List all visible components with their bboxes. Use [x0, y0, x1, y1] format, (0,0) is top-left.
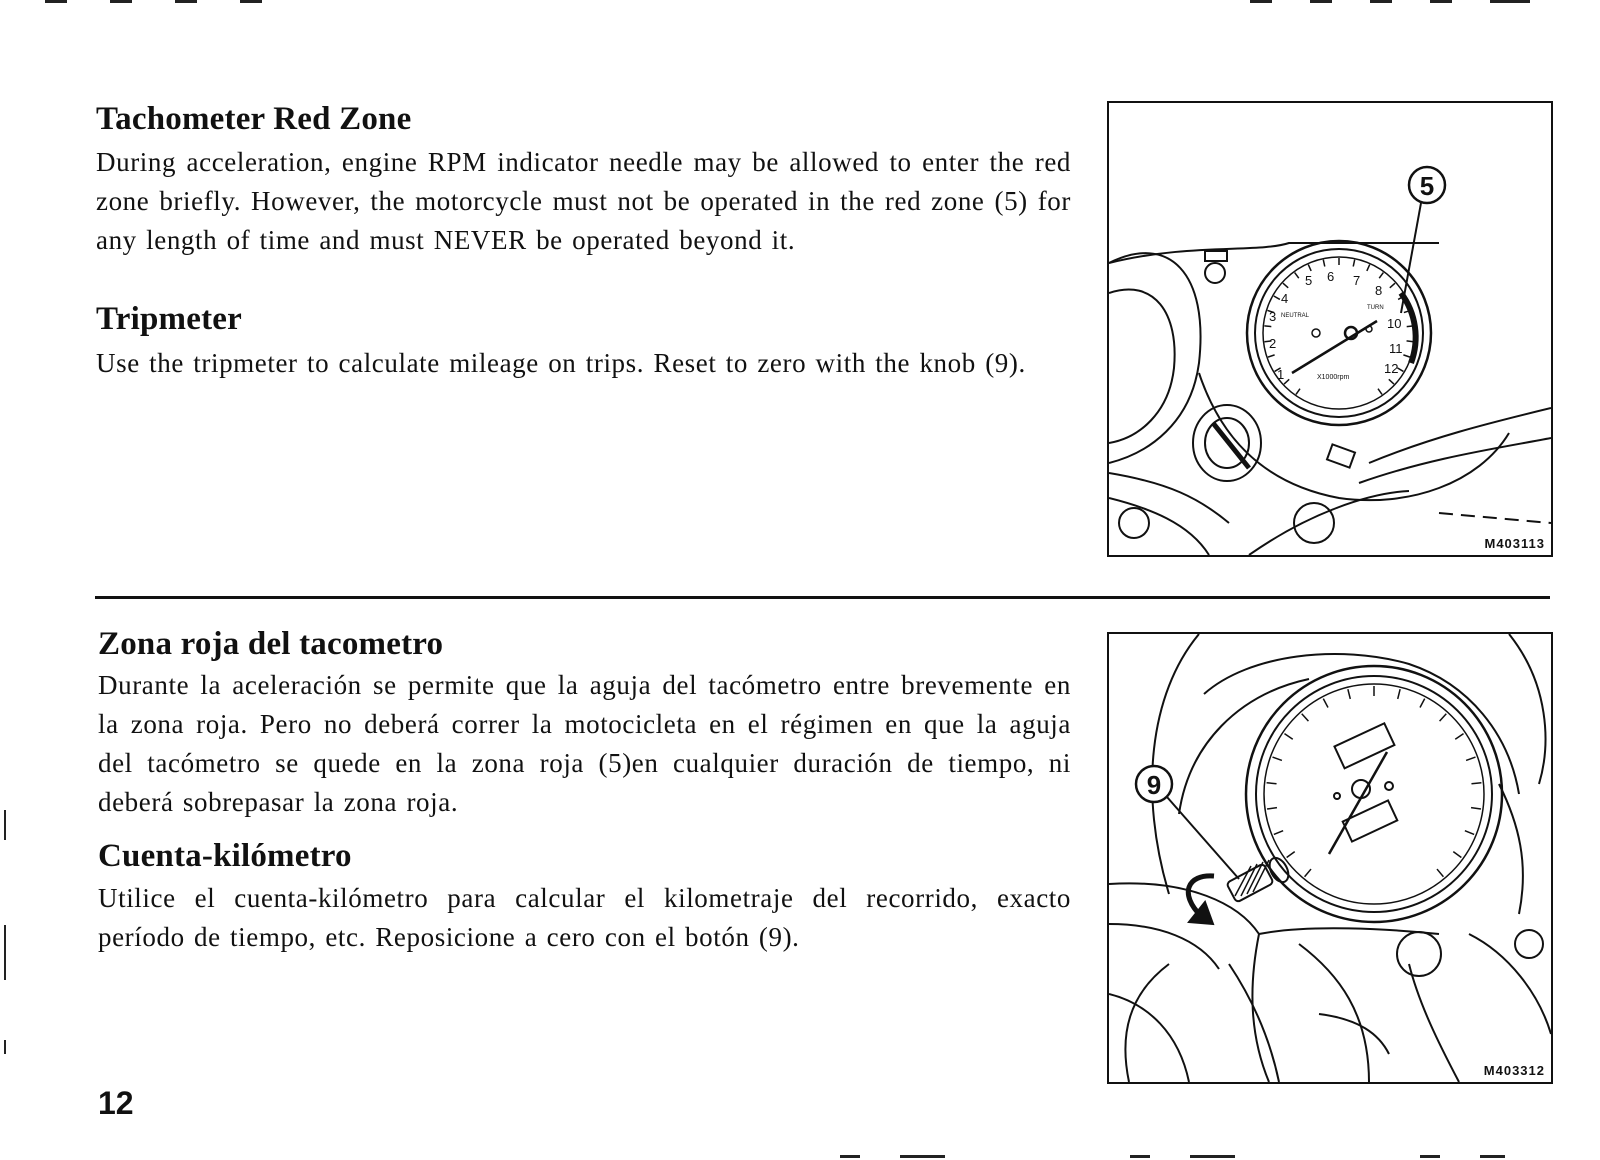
dial-number: 3 — [1269, 309, 1277, 324]
scan-mark — [840, 1155, 860, 1158]
scan-mark — [45, 0, 67, 3]
scan-mark — [1480, 1155, 1505, 1158]
paragraph-tripmeter: Use the tripmeter to calculate mileage on trips. Reset to zero with the knob (9). — [96, 348, 1026, 378]
section-divider — [95, 596, 1550, 599]
dial-tick — [1296, 389, 1300, 395]
dial-number: 4 — [1281, 291, 1289, 306]
dial-number: 7 — [1353, 273, 1361, 288]
callout-5 — [1401, 167, 1445, 313]
tach-needle — [1292, 321, 1377, 373]
dial-tick — [1287, 852, 1295, 858]
dial-number: 8 — [1375, 283, 1383, 298]
callout-number: 9 — [1146, 770, 1162, 800]
figure-code: M403312 — [1483, 1063, 1545, 1078]
dial-tick — [1379, 273, 1383, 279]
scan-mark — [4, 1040, 6, 1054]
dial-tick — [1274, 296, 1280, 299]
scan-mark — [4, 810, 6, 840]
dial-tick — [1295, 273, 1299, 279]
scan-mark — [4, 925, 6, 980]
scan-mark — [1130, 1155, 1150, 1158]
dial-number: 10 — [1387, 316, 1402, 331]
scan-mark — [1490, 0, 1530, 3]
dial-tick — [1465, 831, 1474, 835]
figure-tripmeter-knob — [1107, 632, 1553, 1084]
dial-tick — [1308, 265, 1311, 271]
dial-tick — [1420, 699, 1425, 708]
dial-unit-label: X1000rpm — [1317, 374, 1350, 381]
tachometer-illustration — [1109, 103, 1551, 555]
speedometer-illustration — [1109, 634, 1551, 1082]
paragraph-zona-roja: Durante la aceleración se permite que la aguja del tacómetro entre brevemente en la zona roja. Pero no deberá correr la motocicleta en el régimen en que la aguja del tacómetro se quede en la zona roja (5)en cualquier duración de tiempo, ni deberá sobrepasar la zona roja. — [98, 670, 1071, 817]
heading-tripmeter: Tripmeter — [96, 301, 242, 337]
dial-tick — [1267, 783, 1277, 784]
dial-tick — [1268, 355, 1275, 357]
scan-mark — [175, 0, 197, 3]
dial-tick — [1302, 714, 1309, 721]
heading-tachometer-red-zone: Tachometer Red Zone — [96, 101, 412, 137]
dial-tick — [1284, 379, 1289, 384]
scan-mark — [240, 0, 262, 3]
scan-mark — [1250, 0, 1272, 3]
dial-tick — [1440, 714, 1447, 721]
scan-mark — [110, 0, 132, 3]
dial-number: 5 — [1305, 273, 1313, 288]
callout-number: 5 — [1419, 171, 1435, 201]
dial-tick — [1437, 869, 1443, 877]
dial-number: 2 — [1269, 336, 1277, 351]
dial-tick — [1471, 783, 1481, 784]
dial-number: 12 — [1384, 361, 1399, 376]
dial-tick — [1305, 869, 1311, 877]
dial-tick — [1455, 734, 1463, 740]
dial-turn-label: TURN — [1367, 305, 1384, 311]
dial-tick — [1323, 260, 1324, 267]
dial-tick — [1471, 808, 1481, 809]
scan-mark — [900, 1155, 945, 1158]
dial-tick — [1353, 260, 1354, 267]
dial-tick — [1403, 355, 1410, 357]
heading-cuenta-kilometro: Cuenta-kilómetro — [98, 838, 352, 874]
figure-tachometer — [1107, 101, 1553, 557]
scan-mark — [1370, 0, 1392, 3]
page-number: 12 — [98, 1085, 134, 1121]
scan-mark — [1420, 1155, 1440, 1158]
dial-tick — [1367, 265, 1370, 271]
dial-tick — [1273, 757, 1282, 760]
scan-mark — [1190, 1155, 1235, 1158]
dial-tick — [1453, 852, 1461, 858]
dial-tick — [1407, 326, 1414, 327]
dial-tick — [1398, 689, 1400, 699]
dial-tick — [1283, 283, 1288, 288]
dial-tick — [1378, 389, 1382, 395]
paragraph-red-zone: During acceleration, engine RPM indicator needle may be allowed to enter the red zone briefly. However, the motorcycle must not be operated in the red zone (5) for any length of time and must NEVER be operated beyond it. — [96, 147, 1071, 255]
dial-tick — [1407, 341, 1414, 342]
dial-tick — [1267, 808, 1277, 809]
scan-mark — [1430, 0, 1452, 3]
dial-tick — [1274, 831, 1283, 835]
dial-number: 6 — [1327, 269, 1335, 284]
dial-tick — [1284, 734, 1292, 740]
dial-tick — [1264, 326, 1271, 327]
figure-code: M403113 — [1484, 536, 1545, 551]
dial-tick — [1389, 379, 1394, 384]
paragraph-cuenta-kilometro: Utilice el cuenta-kilómetro para calcular el kilometraje del recorrido, exacto período de tiempo, etc. Reposicione a cero con el botón (9). — [98, 883, 1071, 952]
dial-tick — [1323, 699, 1328, 708]
dial-number: 11 — [1389, 341, 1403, 356]
heading-zona-roja: Zona roja del tacometro — [98, 626, 444, 662]
dial-tick — [1466, 757, 1475, 760]
dial-neutral-label: NEUTRAL — [1281, 313, 1310, 319]
dial-number: 1 — [1277, 367, 1285, 382]
dial-tick — [1390, 283, 1395, 288]
dial-tick — [1348, 689, 1350, 699]
callout-9 — [1136, 766, 1239, 879]
scan-mark — [1310, 0, 1332, 3]
